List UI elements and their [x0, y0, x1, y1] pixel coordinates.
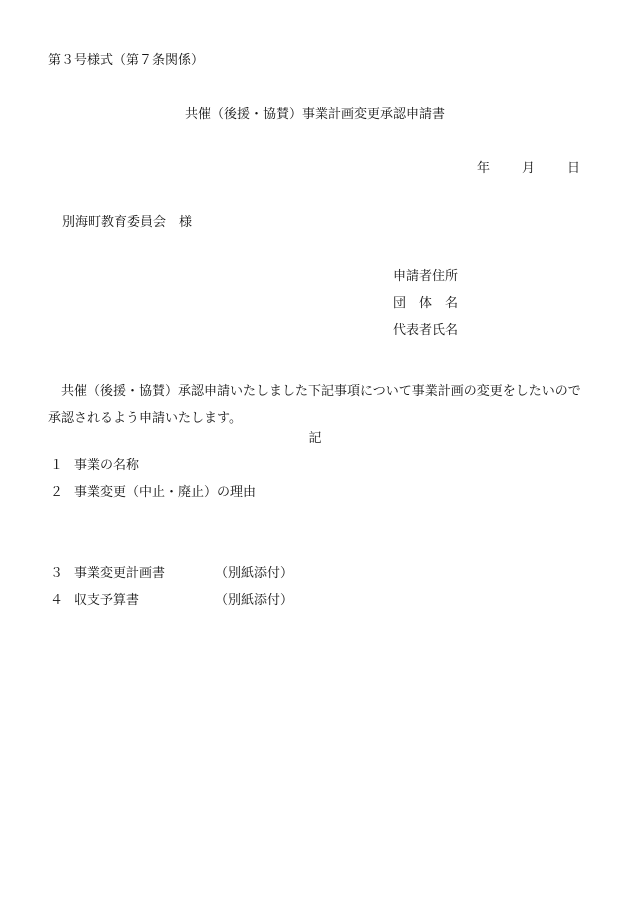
applicant-address-label: 申請者住所 [393, 269, 459, 284]
item-event-name [50, 459, 215, 472]
date-line [477, 162, 580, 175]
ki-heading: 記 [308, 431, 322, 446]
item-note: （別紙添付） [215, 566, 294, 581]
item-budget [50, 594, 293, 607]
item-change-reason [50, 486, 256, 499]
item-label: 事業変更（中止・廃止）の理由 [74, 485, 257, 500]
addressee: 別海町教育委員会 様 [62, 215, 193, 230]
item-number: ４ [50, 593, 64, 608]
item-label: 事業の名称 [74, 458, 140, 473]
date-year: 年 [476, 161, 490, 176]
item-number: ２ [50, 485, 64, 500]
organization-name-label: 団 体 名 [393, 296, 459, 311]
item-number: ３ [50, 566, 64, 581]
item-label: 事業変更計画書 [74, 566, 166, 581]
date-day: 日 [566, 161, 580, 176]
applicant-block [393, 270, 458, 351]
date-month: 月 [521, 161, 535, 176]
item-label: 収支予算書 [74, 593, 140, 608]
form-number: 第３号様式（第７条関係） [48, 53, 205, 68]
representative-name-label: 代表者氏名 [393, 323, 459, 338]
item-number: １ [50, 458, 64, 473]
request-body-text: 共催（後援・協賛）承認申請いたしました下記事項について事業計画の変更をしたいので承認されるよう申請いたします。 [48, 384, 581, 426]
document-title: 共催（後援・協賛）事業計画変更承認申請書 [184, 107, 445, 122]
item-change-plan [50, 567, 293, 580]
item-note: （別紙添付） [215, 593, 294, 608]
